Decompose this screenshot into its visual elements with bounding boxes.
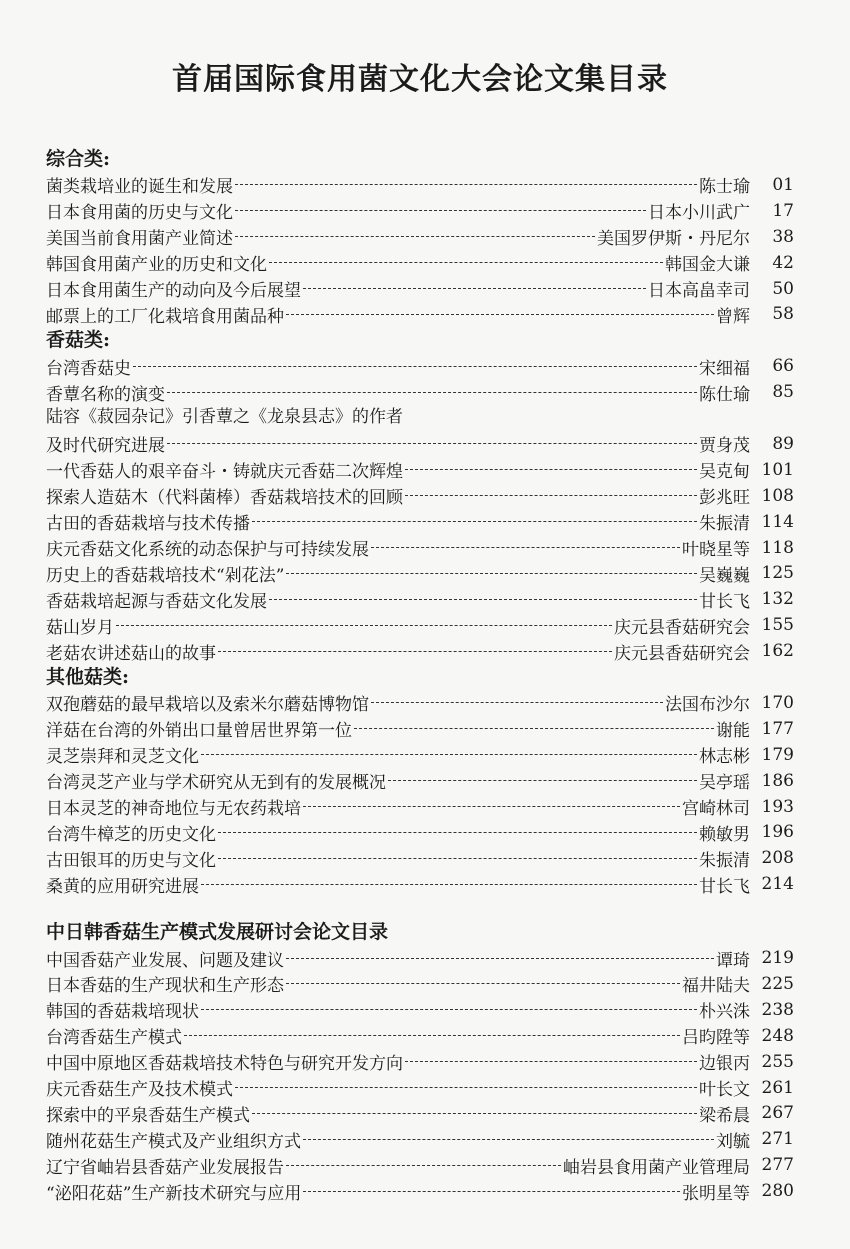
- entry-author: 吴巍巍: [699, 565, 750, 586]
- entry-author: 叶晓星等: [682, 540, 750, 561]
- toc-entry: [46, 1126, 794, 1152]
- section-symposium: [46, 919, 794, 1204]
- entry-title: 历史上的香菇栽培技术“剁花法”: [46, 565, 285, 586]
- entry-author: 梁希晨: [699, 1105, 750, 1126]
- toc-entry: [46, 819, 794, 845]
- entry-page: 186: [761, 770, 794, 791]
- entry-page: 248: [761, 1025, 794, 1046]
- leader-dashes: [252, 521, 697, 522]
- entry-title: 桑黄的应用研究进展: [46, 876, 199, 897]
- entry-title: 台湾香菇史: [46, 358, 131, 379]
- toc-entry: [46, 1049, 794, 1075]
- entry-author: 福井陆夫: [682, 976, 750, 997]
- entry-title: 台湾牛樟芝的历史文化: [46, 824, 216, 845]
- entry-title: 香蕈名称的演变: [46, 384, 165, 405]
- leader-dashes: [116, 625, 612, 626]
- entry-title: 邮票上的工厂化栽培食用菌品种: [46, 306, 284, 327]
- toc-entry: [46, 1152, 794, 1178]
- entry-title: 双孢蘑菇的最早栽培以及索米尔蘑菇博物馆: [46, 695, 369, 716]
- entry-page: 214: [761, 874, 794, 895]
- toc-entry: [46, 250, 794, 276]
- entry-title: 古田银耳的历史与文化: [46, 850, 216, 871]
- toc-entry: [46, 509, 794, 535]
- entry-title: 探索人造菇木（代料菌棒）香菇栽培技术的回顾: [46, 488, 403, 509]
- entry-title-line1: 陆容《菽园杂记》引香蕈之《龙泉县志》的作者: [46, 407, 403, 428]
- section-heading: 香菇类:: [46, 329, 111, 352]
- toc-entry: [46, 198, 794, 224]
- entry-author: 曾辉: [716, 306, 750, 327]
- leader-dashes: [286, 1165, 561, 1166]
- entry-author: 赖敏男: [699, 824, 750, 845]
- leader-dashes: [235, 236, 595, 237]
- toc-entry: [46, 1023, 794, 1049]
- leader-dashes: [218, 832, 697, 833]
- entry-title: 菌类栽培业的诞生和发展: [46, 177, 233, 198]
- entry-title: 及时代研究进展: [46, 436, 165, 457]
- entry-title: 中国香菇产业发展、问题及建议: [46, 950, 284, 971]
- entry-author: 朴兴洙: [699, 1002, 750, 1023]
- toc-entry: [46, 742, 794, 768]
- toc-entry: [46, 457, 794, 483]
- entry-author: 宫崎林司: [682, 799, 750, 820]
- entry-page: 125: [761, 563, 794, 584]
- entry-title: 随州花菇生产模式及产业组织方式: [46, 1131, 301, 1152]
- entry-author: 庆元县香菇研究会: [614, 617, 750, 638]
- leader-dashes: [303, 1191, 680, 1192]
- entry-page: 179: [761, 744, 794, 765]
- entry-title: 日本灵芝的神奇地位与无农药栽培: [46, 799, 301, 820]
- entry-title: 老菇农讲述菇山的故事: [46, 643, 216, 664]
- toc-entry: [46, 871, 794, 897]
- toc-entry: [46, 845, 794, 871]
- entry-page: 58: [772, 304, 794, 325]
- toc-entry: [46, 1101, 794, 1127]
- entry-title: 台湾灵芝产业与学术研究从无到有的发展概况: [46, 773, 386, 794]
- entry-author: 韩国金大谦: [665, 255, 750, 276]
- entry-page: 101: [761, 459, 794, 480]
- toc-entry: [46, 560, 794, 586]
- entry-page: 118: [761, 537, 794, 558]
- entry-page: 85: [772, 382, 794, 403]
- leader-dashes: [167, 443, 697, 444]
- entry-page: 280: [761, 1181, 794, 1202]
- entry-author: 法国布沙尔: [665, 695, 750, 716]
- toc-entry: [46, 971, 794, 997]
- entry-title: 台湾香菇生产模式: [46, 1028, 182, 1049]
- leader-dashes: [303, 1139, 714, 1140]
- entry-author: 陈仕瑜: [699, 384, 750, 405]
- entry-author: 贾身茂: [699, 436, 750, 457]
- leader-dashes: [388, 780, 697, 781]
- entry-page: 196: [761, 822, 794, 843]
- toc-entry: [46, 172, 794, 198]
- toc-entry: [46, 997, 794, 1023]
- entry-author: 张明星等: [682, 1183, 750, 1204]
- entry-title: 中国中原地区香菇栽培技术特色与研究开发方向: [46, 1054, 403, 1075]
- entry-page: 42: [772, 252, 794, 273]
- leader-dashes: [167, 392, 697, 393]
- leader-dashes: [235, 210, 646, 211]
- entry-author: 谭琦: [716, 950, 750, 971]
- leader-dashes: [201, 884, 697, 885]
- leader-dashes: [405, 1061, 697, 1062]
- entry-author: 朱振清: [699, 850, 750, 871]
- toc-entry: [46, 716, 794, 742]
- section-heading: 中日韩香菇生产模式发展研讨会论文目录: [46, 921, 389, 944]
- toc-entry: [46, 945, 794, 971]
- entry-author: 彭兆旺: [699, 488, 750, 509]
- leader-dashes: [133, 366, 697, 367]
- entry-title: 韩国食用菌产业的历史和文化: [46, 255, 267, 276]
- entry-title: 庆元香菇文化系统的动态保护与可持续发展: [46, 540, 369, 561]
- entry-title: 韩国的香菇栽培现状: [46, 1002, 199, 1023]
- entry-author: 边银丙: [699, 1054, 750, 1075]
- entry-title: “泌阳花菇”生产新技术研究与应用: [46, 1183, 302, 1204]
- leader-dashes: [269, 262, 663, 263]
- entry-title: 洋菇在台湾的外销出口量曾居世界第一位: [46, 721, 352, 742]
- toc-entry: [46, 586, 794, 612]
- toc-entry: [46, 483, 794, 509]
- leader-dashes: [235, 1087, 697, 1088]
- entry-title: 古田的香菇栽培与技术传播: [46, 514, 250, 535]
- entry-page: 277: [761, 1155, 794, 1176]
- entry-page: 261: [761, 1077, 794, 1098]
- entry-author: 林志彬: [699, 747, 750, 768]
- entry-author: 吴克甸: [699, 462, 750, 483]
- entry-page: 155: [761, 615, 794, 636]
- leader-dashes: [286, 983, 680, 984]
- leader-dashes: [405, 495, 697, 496]
- entry-page: 162: [761, 641, 794, 662]
- entry-page: 108: [761, 485, 794, 506]
- entry-title: 探索中的平泉香菇生产模式: [46, 1105, 250, 1126]
- entry-author: 陈士瑜: [699, 177, 750, 198]
- entry-page: 132: [761, 589, 794, 610]
- leader-dashes: [235, 184, 697, 185]
- entry-page: 17: [772, 200, 794, 221]
- toc-entry: [46, 224, 794, 250]
- entry-title: 菇山岁月: [46, 617, 114, 638]
- entry-page: 267: [761, 1103, 794, 1124]
- leader-dashes: [405, 469, 697, 470]
- entry-page: 177: [761, 718, 794, 739]
- entry-title: 美国当前食用菌产业简述: [46, 229, 233, 250]
- entry-page: 271: [761, 1129, 794, 1150]
- toc-entry: [46, 638, 794, 664]
- toc-entry: [46, 276, 794, 302]
- leader-dashes: [303, 806, 680, 807]
- entry-title: 日本食用菌生产的动向及今后展望: [46, 281, 301, 301]
- entry-title: 辽宁省岫岩县香菇产业发展报告: [46, 1157, 284, 1178]
- toc-entry: [46, 353, 794, 379]
- section-heading: 综合类:: [46, 148, 111, 170]
- entry-page: 89: [772, 433, 794, 454]
- page-title: 首届国际食用菌文化大会论文集目录: [172, 62, 668, 97]
- leader-dashes: [286, 958, 714, 959]
- toc-entry: [46, 612, 794, 638]
- entry-page: 225: [761, 973, 794, 994]
- entry-author: 甘长飞: [699, 591, 750, 612]
- entry-author: 美国罗伊斯・丹尼尔: [597, 229, 750, 250]
- toc-entry: [46, 768, 794, 794]
- entry-author: 日本小川武广: [648, 203, 750, 224]
- toc-entry: [46, 1178, 794, 1204]
- toc-entry: [46, 431, 794, 457]
- leader-dashes: [201, 754, 697, 755]
- entry-title: 灵芝崇拜和灵芝文化: [46, 747, 199, 768]
- toc-entry: [46, 301, 794, 327]
- leader-dashes: [286, 573, 697, 574]
- section-heading: 其他菇类:: [46, 666, 130, 689]
- leader-dashes: [354, 728, 714, 729]
- leader-dashes: [201, 1009, 697, 1010]
- entry-page: 50: [772, 278, 794, 299]
- entry-author: 叶长文: [699, 1080, 750, 1101]
- section-shiitake: [46, 327, 794, 664]
- toc-entry: [46, 1075, 794, 1101]
- leader-dashes: [303, 288, 646, 289]
- section-general: [46, 146, 794, 327]
- entry-author: 甘长飞: [699, 876, 750, 897]
- toc-entry: [46, 535, 794, 561]
- entry-title: 日本食用菌的历史与文化: [46, 203, 233, 224]
- leader-dashes: [218, 651, 612, 652]
- entry-page: 66: [772, 356, 794, 377]
- entry-page: 38: [772, 226, 794, 247]
- entry-page: 01: [772, 174, 794, 195]
- entry-author: 谢能: [716, 721, 750, 742]
- entry-page: 193: [761, 796, 794, 817]
- entry-page: 114: [761, 511, 794, 532]
- leader-dashes: [184, 1035, 680, 1036]
- entry-author: 吴亭瑶: [699, 773, 750, 794]
- entry-title: 香菇栽培起源与香菇文化发展: [46, 591, 267, 612]
- entry-author: 刘毓: [716, 1131, 750, 1152]
- entry-author: 朱振清: [699, 514, 750, 535]
- entry-author: 庆元县香菇研究会: [614, 643, 750, 664]
- toc-entry: [46, 690, 794, 716]
- entry-page: 208: [761, 848, 794, 869]
- entry-page: 255: [761, 1051, 794, 1072]
- leader-dashes: [269, 599, 697, 600]
- entry-page: 238: [761, 999, 794, 1020]
- entry-page: 170: [761, 692, 794, 713]
- leader-dashes: [371, 702, 663, 703]
- entry-page: 219: [761, 948, 794, 969]
- entry-author: 吕昀陞等: [682, 1028, 750, 1049]
- entry-author: 宋细福: [699, 358, 750, 379]
- entry-author: 日本高畠幸司: [648, 281, 750, 301]
- entry-author: 岫岩县食用菌产业管理局: [563, 1157, 750, 1178]
- toc-entry: [46, 794, 794, 820]
- entry-title: 庆元香菇生产及技术模式: [46, 1080, 233, 1101]
- toc-entry: [46, 379, 794, 405]
- entry-title: 一代香菇人的艰辛奋斗・铸就庆元香菇二次辉煌: [46, 462, 403, 483]
- entry-title: 日本香菇的生产现状和生产形态: [46, 976, 284, 997]
- leader-dashes: [218, 858, 697, 859]
- leader-dashes: [371, 547, 680, 548]
- leader-dashes: [252, 1113, 697, 1114]
- section-other-mushrooms: [46, 664, 794, 897]
- leader-dashes: [286, 314, 714, 315]
